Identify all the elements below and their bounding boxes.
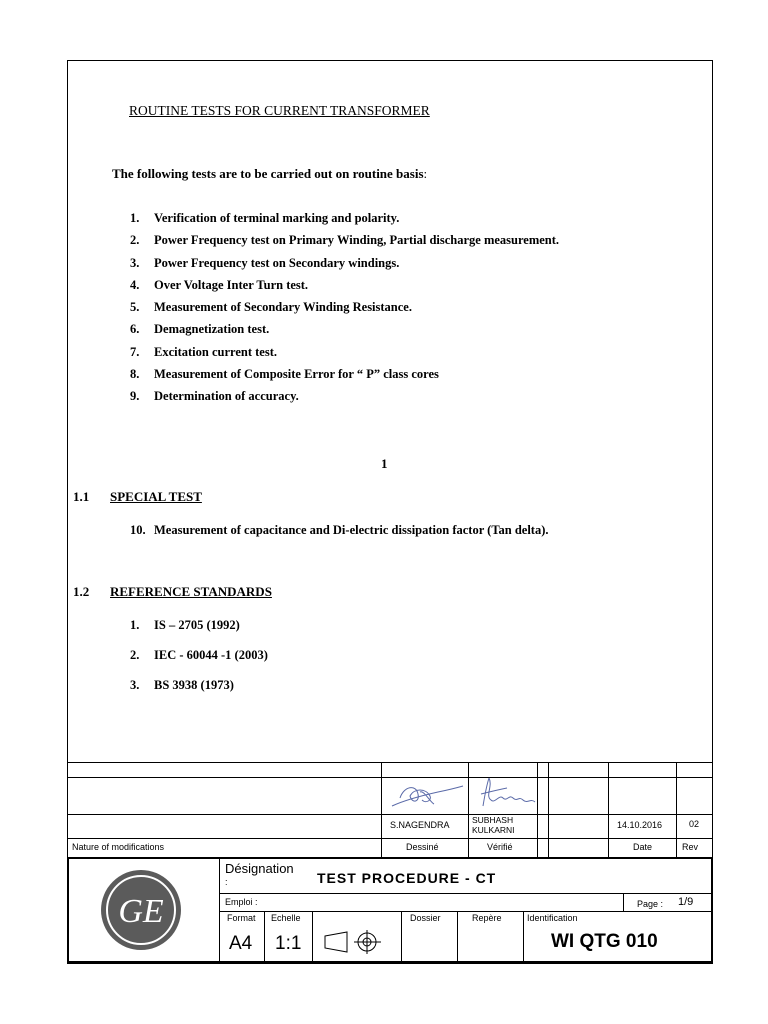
reference-standards-list: [130, 610, 268, 700]
nature-of-modifications-label: Nature of modifications: [72, 842, 165, 852]
special-test-heading: [73, 489, 202, 505]
drawn-by-signature: [390, 778, 465, 812]
projection-symbol-icon: [321, 929, 387, 955]
reference-standard-item: [130, 610, 268, 640]
special-test-item-text: Measurement of capacitance and Di-electric dissipation factor (Tan delta).: [154, 523, 549, 537]
routine-test-item-text: Demagnetization test.: [154, 322, 270, 337]
document-title: ROUTINE TESTS FOR CURRENT TRANSFORMER: [129, 103, 430, 118]
routine-tests-list: [130, 207, 559, 408]
page-label: Page :: [637, 899, 664, 909]
date-label: Date: [633, 842, 653, 852]
scale-label: Echelle: [271, 913, 301, 923]
checked-label: Vérifié: [487, 842, 513, 852]
routine-test-item-text: Excitation current test.: [154, 344, 278, 359]
format-value: A4: [229, 933, 253, 954]
routine-test-item-text: Power Frequency test on Primary Winding, Partial discharge measurement.: [154, 233, 560, 248]
revision-number: 02: [689, 819, 700, 829]
drawn-label: Dessiné: [406, 842, 439, 852]
routine-test-item-number: 8.: [130, 367, 140, 382]
reference-standards-title: REFERENCE STANDARDS: [110, 584, 272, 599]
page-value: 1/9: [678, 896, 694, 908]
special-test-item: [130, 519, 549, 541]
routine-test-item-text: Power Frequency test on Secondary windings.: [154, 255, 400, 270]
title-block: [67, 857, 713, 963]
routine-test-item-number: 6.: [130, 322, 140, 337]
designation-label: Désignation: [225, 861, 294, 876]
reference-standards-number: 1.2: [73, 584, 90, 599]
identification-value: WI QTG 010: [551, 931, 658, 952]
checked-by-name-line1: SUBHASH: [472, 815, 514, 825]
drawn-by-name: S.NAGENDRA: [390, 820, 450, 830]
routine-test-item: [130, 252, 559, 274]
checked-by-name: [472, 815, 515, 835]
reference-standard-item-text: BS 3938 (1973): [154, 678, 234, 692]
routine-test-item-number: 3.: [130, 255, 140, 270]
reference-standard-item-number: 1.: [130, 618, 140, 632]
reference-standard-item-text: IEC - 60044 -1 (2003): [154, 648, 268, 662]
routine-test-item: [130, 207, 559, 229]
scale-value: 1:1: [275, 933, 302, 954]
checked-by-name-line2: KULKARNI: [472, 825, 515, 835]
dossier-label: Dossier: [410, 913, 441, 923]
intro-sentence: The following tests are to be carried out on routine basis: [112, 166, 424, 181]
routine-test-item-text: Verification of terminal marking and polarity.: [154, 211, 400, 225]
intro-text: [112, 166, 427, 182]
routine-test-item-text: Measurement of Composite Error for “ P” class cores: [154, 367, 439, 382]
routine-test-item: [130, 363, 559, 385]
checked-by-signature: [477, 776, 539, 812]
repere-label: Repère: [472, 913, 502, 923]
reference-standard-item-text: IS – 2705 (1992): [154, 618, 240, 632]
special-test-item-number: 10.: [130, 523, 146, 537]
format-label: Format: [227, 913, 256, 923]
routine-test-item: [130, 385, 559, 407]
designation-value: TEST PROCEDURE - CT: [317, 870, 497, 886]
revision-date: 14.10.2016: [617, 820, 663, 830]
intro-colon: :: [423, 166, 428, 181]
special-test-number: 1.1: [73, 489, 90, 504]
reference-standard-item-number: 2.: [130, 648, 140, 662]
routine-test-item-text: Over Voltage Inter Turn test.: [154, 277, 309, 292]
routine-test-item-number: 5.: [130, 300, 140, 315]
designation-colon: :: [225, 877, 228, 887]
emploi-label: Emploi :: [225, 897, 258, 907]
routine-test-item: [130, 274, 559, 296]
routine-test-item: [130, 341, 559, 363]
special-test-title: SPECIAL TEST: [110, 489, 202, 504]
routine-test-item-number: 4.: [130, 277, 140, 292]
routine-test-item-text: Determination of accuracy.: [154, 389, 299, 404]
reference-standard-item: [130, 670, 268, 700]
routine-test-item: [130, 318, 559, 340]
routine-test-item-number: 2.: [130, 233, 140, 248]
routine-test-item: [130, 229, 559, 251]
section-number: 1: [381, 456, 388, 471]
routine-test-item-number: 1.: [130, 211, 140, 225]
reference-standard-item-number: 3.: [130, 678, 140, 692]
routine-test-item: [130, 296, 559, 318]
routine-test-item-number: 7.: [130, 344, 140, 359]
ge-logo: [99, 868, 183, 952]
identification-label: Identification: [527, 913, 578, 923]
rev-label: Rev: [682, 842, 699, 852]
routine-test-item-number: 9.: [130, 389, 140, 404]
reference-standards-heading: [73, 584, 272, 600]
special-test-list: [130, 519, 549, 541]
routine-test-item-text: Measurement of Secondary Winding Resistance.: [154, 300, 412, 315]
logo-text: GE: [118, 893, 164, 930]
reference-standard-item: [130, 640, 268, 670]
